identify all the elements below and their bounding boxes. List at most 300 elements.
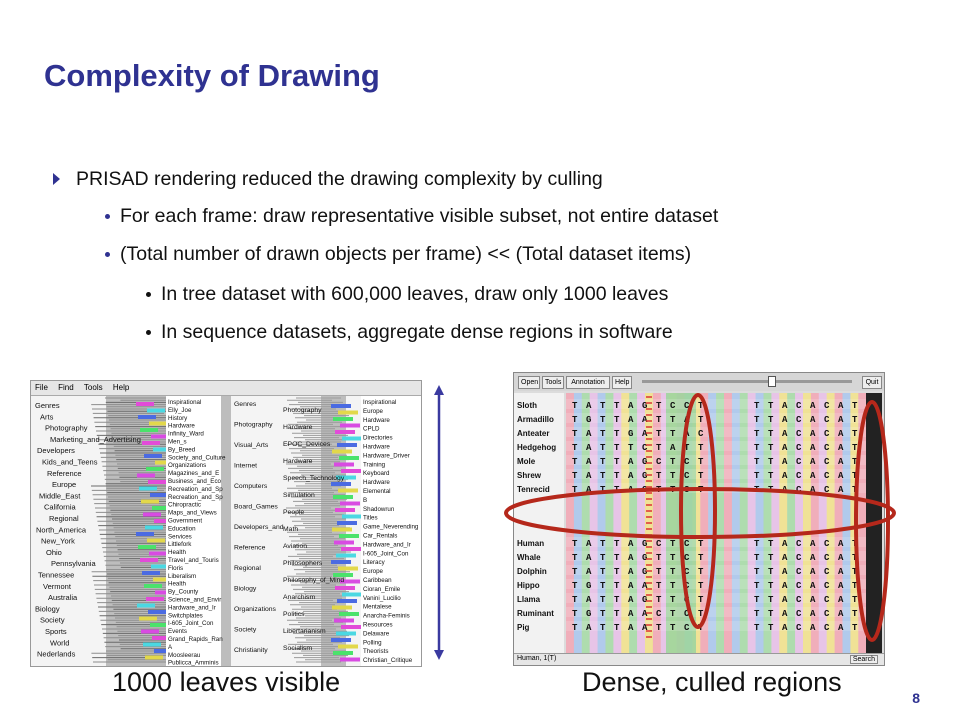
leaf-label: A xyxy=(168,643,173,651)
base-letter: T xyxy=(852,553,858,563)
base-letter: A xyxy=(810,457,816,467)
quit-button[interactable]: Quit xyxy=(862,376,882,389)
base-letter: G xyxy=(586,609,592,619)
base-letter: T xyxy=(670,581,676,591)
tree-node-label: Marketing_and_Advertising xyxy=(50,434,141,444)
leaf-label: Elemental xyxy=(363,488,391,495)
sequence-row-bg xyxy=(566,607,866,617)
base-letter: T xyxy=(656,401,662,411)
base-letter: T xyxy=(572,553,578,563)
base-letter: T xyxy=(600,539,606,549)
sequence-row-bg xyxy=(566,427,866,437)
tree-node-label: Middle_East xyxy=(39,491,81,501)
highlight-leaf xyxy=(342,515,362,519)
leaf-label: Events xyxy=(168,628,187,636)
highlight-leaf xyxy=(338,567,358,571)
tree-node-label: Genres xyxy=(35,401,60,410)
annotation-button[interactable]: Annotation xyxy=(566,376,610,389)
base-letter: C xyxy=(824,401,830,411)
base-letter: A xyxy=(586,401,592,411)
tree-node-label: Developers_and xyxy=(234,524,284,531)
leaf-label: Europe xyxy=(363,407,383,415)
base-letter: A xyxy=(838,567,844,577)
base-letter: T xyxy=(572,609,578,619)
base-letter: T xyxy=(670,567,676,577)
tree-node-label: Politics xyxy=(283,611,305,618)
base-letter: A xyxy=(642,623,648,633)
highlight-leaf xyxy=(143,643,161,647)
base-letter: A xyxy=(782,567,788,577)
tree-node-label: Arts xyxy=(40,412,54,422)
base-letter: C xyxy=(824,581,830,591)
tools-button[interactable]: Tools xyxy=(542,376,564,389)
base-letter: T xyxy=(768,581,774,591)
sequence-row-bg xyxy=(566,621,866,631)
tree-node-label: Kids_and_Teens xyxy=(42,457,98,467)
menu-help[interactable]: Help xyxy=(112,383,130,392)
menu-tools[interactable]: Tools xyxy=(83,383,103,392)
base-letter: T xyxy=(572,539,578,549)
base-letter: C xyxy=(684,401,690,411)
base-letter: T xyxy=(600,429,606,439)
leaf-label: Infinity_Ward xyxy=(168,430,204,438)
base-letter: A xyxy=(838,623,844,633)
highlight-leaf xyxy=(336,632,356,636)
tree-node-label: Vermont xyxy=(43,581,71,591)
highlight-leaf xyxy=(137,604,155,608)
highlight-leaf xyxy=(333,495,353,499)
tree-node-label: Organizations xyxy=(234,606,276,613)
base-letter: T xyxy=(698,485,704,495)
base-letter: T xyxy=(768,609,774,619)
highlight-leaf xyxy=(145,526,163,530)
base-letter: T xyxy=(698,553,704,563)
base-letter: G xyxy=(642,553,648,563)
base-letter: T xyxy=(698,623,704,633)
base-letter: G xyxy=(586,581,592,591)
highlight-leaf xyxy=(333,651,353,655)
tree-node-label: Tennessee xyxy=(38,570,75,580)
base-letter: A xyxy=(628,539,634,549)
highlight-leaf xyxy=(331,638,351,642)
tree-canvas[interactable] xyxy=(31,396,421,666)
leaf-label: Polling xyxy=(363,639,382,647)
open-button[interactable]: Open xyxy=(518,376,540,389)
leaf-label: Maps_and_Views xyxy=(168,509,217,517)
sequence-row-bg xyxy=(566,537,866,547)
highlight-leaf xyxy=(150,623,168,627)
base-letter: A xyxy=(838,485,844,495)
highlight-leaf xyxy=(140,558,158,562)
highlight-leaf xyxy=(336,554,356,558)
highlight-leaf xyxy=(138,545,156,549)
leaf-label: Hardware xyxy=(363,443,390,451)
highlight-leaf xyxy=(136,532,154,536)
species-name-column xyxy=(514,393,564,653)
leaf-label: Directories xyxy=(363,434,393,442)
highlight-leaf xyxy=(149,422,167,426)
base-letter: T xyxy=(628,443,634,453)
base-letter: A xyxy=(810,485,816,495)
page-number: 8 xyxy=(912,690,920,706)
base-letter: A xyxy=(586,457,592,467)
base-letter: A xyxy=(586,553,592,563)
base-letter: A xyxy=(586,595,592,605)
species-label: Dolphin xyxy=(517,567,547,576)
base-letter: C xyxy=(642,443,648,453)
highlight-leaf xyxy=(333,417,353,421)
base-letter: C xyxy=(670,401,676,411)
highlight-leaf xyxy=(146,597,164,601)
base-letter: A xyxy=(642,429,648,439)
base-letter: A xyxy=(782,415,788,425)
seq-toolbar xyxy=(514,373,884,391)
highlight-leaf xyxy=(341,469,361,473)
bullet-level2: (Total number of drawn objects per frame) << (Total dataset items) xyxy=(120,243,692,265)
base-letter: T xyxy=(698,609,704,619)
highlight-leaf xyxy=(339,534,359,538)
base-letter: A xyxy=(684,415,690,425)
species-label: Human xyxy=(517,539,545,548)
base-letter: C xyxy=(656,539,662,549)
base-letter: G xyxy=(642,595,648,605)
base-letter: T xyxy=(768,485,774,495)
base-letter: A xyxy=(782,539,788,549)
leaf-label: I-605_Joint_Con xyxy=(168,620,214,628)
tree-node-label: Biology xyxy=(234,585,257,593)
base-letter: T xyxy=(572,471,578,481)
base-letter: C xyxy=(698,429,704,439)
base-letter: T xyxy=(614,581,620,591)
species-label: Shrew xyxy=(517,471,542,480)
base-letter: T xyxy=(600,457,606,467)
sequence-row-bg xyxy=(566,441,866,451)
base-letter: T xyxy=(600,609,606,619)
zoom-slider-thumb[interactable] xyxy=(768,376,776,387)
search-button[interactable]: Search xyxy=(850,655,878,664)
base-letter: T xyxy=(698,539,704,549)
highlight-leaf xyxy=(340,424,360,428)
tree-node-label: World xyxy=(50,638,70,648)
base-letter: T xyxy=(768,401,774,411)
base-letter: A xyxy=(586,567,592,577)
tree-node-label: Society xyxy=(234,626,257,634)
base-letter: T xyxy=(670,595,676,605)
base-letter: T xyxy=(614,539,620,549)
base-letter: T xyxy=(656,471,662,481)
tree-node-label: Hardware xyxy=(283,424,313,431)
base-letter: T xyxy=(600,553,606,563)
leaf-label: B xyxy=(363,496,368,504)
leaf-label: Travel_and_Touris xyxy=(168,557,219,564)
base-letter: T xyxy=(600,623,606,633)
base-letter: C xyxy=(824,539,830,549)
highlight-leaf xyxy=(335,508,355,512)
base-letter: C xyxy=(796,623,802,633)
base-letter: G xyxy=(586,415,592,425)
highlight-leaf xyxy=(142,571,160,575)
base-letter: T xyxy=(600,415,606,425)
highlight-leaf xyxy=(342,593,362,597)
zoom-slider[interactable] xyxy=(642,380,852,383)
highlight-leaf xyxy=(335,586,355,590)
tree-node-label: Sports xyxy=(45,627,67,636)
tree-menubar xyxy=(31,381,421,396)
base-letter: A xyxy=(810,581,816,591)
species-label: Mole xyxy=(517,457,536,466)
base-letter: C xyxy=(796,415,802,425)
dot-bullet-icon xyxy=(105,214,110,219)
base-letter: C xyxy=(796,429,802,439)
leaf-label: Recreation_and_Sp xyxy=(168,493,223,501)
leaf-label: Hardware xyxy=(363,416,390,424)
leaf-label: Literacy xyxy=(363,559,385,567)
base-letter: A xyxy=(838,553,844,563)
tree-node-label: Speech_Technology xyxy=(283,475,345,482)
leaf-label: Training xyxy=(363,461,386,469)
help-button[interactable]: Help xyxy=(612,376,632,389)
tree-node-label: Regional xyxy=(49,514,79,523)
base-letter: T xyxy=(656,567,662,577)
base-letter: A xyxy=(838,609,844,619)
leaf-label: Christian_Critique xyxy=(363,657,413,665)
base-letter: G xyxy=(642,567,648,577)
highlight-leaf xyxy=(337,521,357,525)
highlight-leaf xyxy=(139,617,157,621)
highlight-leaf xyxy=(331,560,351,564)
base-letter: T xyxy=(572,443,578,453)
base-letter: A xyxy=(586,429,592,439)
base-letter: T xyxy=(656,415,662,425)
base-letter: C xyxy=(796,539,802,549)
base-letter: A xyxy=(810,415,816,425)
base-letter: T xyxy=(698,415,704,425)
base-letter: G xyxy=(642,471,648,481)
tree-node-label: Reference xyxy=(47,468,82,478)
base-letter: T xyxy=(656,485,662,495)
highlight-leaf xyxy=(148,480,166,484)
tree-node-label: Photography xyxy=(45,423,88,433)
base-letter: T xyxy=(614,595,620,605)
tree-node-label: Simulation xyxy=(283,492,315,499)
sequence-row-bg xyxy=(566,413,866,423)
base-letter: T xyxy=(614,623,620,633)
highlight-leaf xyxy=(147,409,165,413)
leaf-label: Chiropractic xyxy=(168,501,202,509)
leaf-label: Government xyxy=(168,517,203,525)
tree-node-label: Genres xyxy=(234,401,257,408)
base-letter: T xyxy=(572,623,578,633)
highlight-leaf xyxy=(338,489,358,493)
base-letter: T xyxy=(852,415,858,425)
base-letter: A xyxy=(810,429,816,439)
base-letter: T xyxy=(852,457,858,467)
base-letter: T xyxy=(754,623,760,633)
slide-title: Complexity of Drawing xyxy=(44,58,380,93)
base-letter: A xyxy=(628,457,634,467)
tree-node-label: North_America xyxy=(36,525,87,535)
highlight-leaf xyxy=(341,547,361,551)
base-letter: T xyxy=(614,567,620,577)
base-letter: C xyxy=(796,457,802,467)
leaf-label: Caribbean xyxy=(363,577,392,584)
base-letter: T xyxy=(768,471,774,481)
base-letter: C xyxy=(824,415,830,425)
base-letter: C xyxy=(796,567,802,577)
base-letter: C xyxy=(824,443,830,453)
base-letter: A xyxy=(810,443,816,453)
sequence-row-bg xyxy=(566,551,866,561)
highlight-leaf xyxy=(339,456,359,460)
base-letter: T xyxy=(768,443,774,453)
base-letter: C xyxy=(656,457,662,467)
leaf-label: Floris xyxy=(168,564,184,572)
species-label: Pig xyxy=(517,623,530,632)
base-letter: A xyxy=(628,471,634,481)
base-letter: T xyxy=(768,567,774,577)
base-letter: C xyxy=(684,567,690,577)
highlight-leaf xyxy=(335,430,355,434)
leaf-label: Inspirational xyxy=(363,399,397,406)
base-letter: T xyxy=(670,415,676,425)
base-letter: T xyxy=(754,415,760,425)
base-letter: T xyxy=(600,401,606,411)
base-letter: A xyxy=(782,485,788,495)
base-letter: C xyxy=(824,457,830,467)
leaf-label: Magazines_and_E xyxy=(168,470,220,478)
base-letter: T xyxy=(614,609,620,619)
tree-node-label: Aviation xyxy=(283,543,308,550)
base-letter: C xyxy=(824,623,830,633)
highlight-leaf xyxy=(150,493,168,497)
highlight-leaf xyxy=(146,467,164,471)
base-letter: C xyxy=(684,553,690,563)
base-letter: A xyxy=(782,457,788,467)
leaf-label: Organizations xyxy=(168,462,207,470)
leaf-label: Mentalese xyxy=(363,603,392,611)
species-label: Ruminant xyxy=(517,609,554,618)
base-letter: T xyxy=(852,581,858,591)
vertical-extent-arrow-icon xyxy=(433,385,445,660)
base-letter: A xyxy=(642,415,648,425)
dot-bullet-icon xyxy=(105,252,110,257)
base-letter: T xyxy=(852,609,858,619)
base-letter: G xyxy=(642,539,648,549)
base-letter: T xyxy=(656,595,662,605)
base-letter: A xyxy=(782,553,788,563)
base-letter: A xyxy=(810,623,816,633)
tree-node-label: Philosophy_of_Mind xyxy=(283,577,345,584)
base-letter: T xyxy=(768,429,774,439)
species-label: Llama xyxy=(517,595,541,604)
base-letter: C xyxy=(796,595,802,605)
bullet-level1: PRISAD rendering reduced the drawing complexity by culling xyxy=(76,168,603,190)
base-letter: C xyxy=(684,457,690,467)
highlight-leaf xyxy=(337,443,357,447)
menu-file[interactable]: File xyxy=(35,383,48,392)
tree-node-label: California xyxy=(44,502,76,512)
leaf-label: Health xyxy=(168,549,186,557)
base-letter: A xyxy=(782,429,788,439)
highlight-leaf xyxy=(149,552,167,556)
base-letter: T xyxy=(852,567,858,577)
base-letter: T xyxy=(754,443,760,453)
base-letter: A xyxy=(810,595,816,605)
base-letter: T xyxy=(852,595,858,605)
base-letter: T xyxy=(754,595,760,605)
tree-node-label: New_York xyxy=(41,536,75,546)
species-label: Sloth xyxy=(517,401,537,410)
leaf-label: CPLD xyxy=(363,425,380,433)
base-letter: T xyxy=(670,623,676,633)
highlight-leaf xyxy=(141,500,159,504)
base-letter: A xyxy=(838,595,844,605)
highlight-leaf xyxy=(138,415,156,419)
sequence-browser-screenshot xyxy=(513,372,885,666)
highlight-leaf xyxy=(334,541,354,545)
tree-node-label: EPOC_Devices xyxy=(283,441,331,448)
highlight-leaf xyxy=(144,454,162,458)
base-letter: A xyxy=(838,415,844,425)
base-letter: A xyxy=(838,471,844,481)
base-letter: T xyxy=(852,485,858,495)
base-letter: T xyxy=(572,457,578,467)
base-letter: T xyxy=(572,415,578,425)
sequence-alignment-canvas[interactable] xyxy=(566,393,882,653)
base-letter: T xyxy=(754,401,760,411)
base-letter: T xyxy=(768,539,774,549)
base-letter: C xyxy=(824,471,830,481)
highlight-leaf xyxy=(145,656,163,660)
highlight-leaf xyxy=(143,513,161,517)
base-letter: A xyxy=(628,581,634,591)
base-letter: A xyxy=(810,471,816,481)
base-letter: T xyxy=(614,443,620,453)
leaf-label: Theorists xyxy=(363,648,389,656)
highlight-leaf xyxy=(141,630,159,634)
base-letter: T xyxy=(614,429,620,439)
leaf-label: Publicca_Amminis xyxy=(168,659,219,666)
dark-region xyxy=(866,393,882,653)
leaf-label: Hardware_and_Ir xyxy=(363,541,411,549)
base-letter: C xyxy=(796,485,802,495)
base-letter: T xyxy=(754,429,760,439)
base-letter: T xyxy=(768,553,774,563)
base-letter: C xyxy=(684,539,690,549)
base-letter: T xyxy=(852,471,858,481)
base-letter: T xyxy=(852,443,858,453)
base-letter: C xyxy=(824,429,830,439)
sequence-row-bg xyxy=(566,593,866,603)
base-letter: C xyxy=(796,443,802,453)
base-letter: T xyxy=(670,609,676,619)
leaf-label: By_Breed xyxy=(168,446,196,454)
menu-find[interactable]: Find xyxy=(58,383,74,392)
highlight-leaf xyxy=(331,404,351,408)
base-letter: G xyxy=(628,429,634,439)
base-letter: T xyxy=(656,553,662,563)
leaf-label: Society_and_Culture xyxy=(168,454,226,462)
leaf-label: Titles xyxy=(363,514,378,522)
base-letter: A xyxy=(628,623,634,633)
base-letter: T xyxy=(656,429,662,439)
highlight-leaf xyxy=(342,437,362,441)
base-letter: A xyxy=(670,443,676,453)
base-letter: A xyxy=(628,595,634,605)
leaf-label: History xyxy=(168,414,188,422)
tree-node-label: Philosophers xyxy=(283,560,323,567)
base-letter: C xyxy=(684,485,690,495)
